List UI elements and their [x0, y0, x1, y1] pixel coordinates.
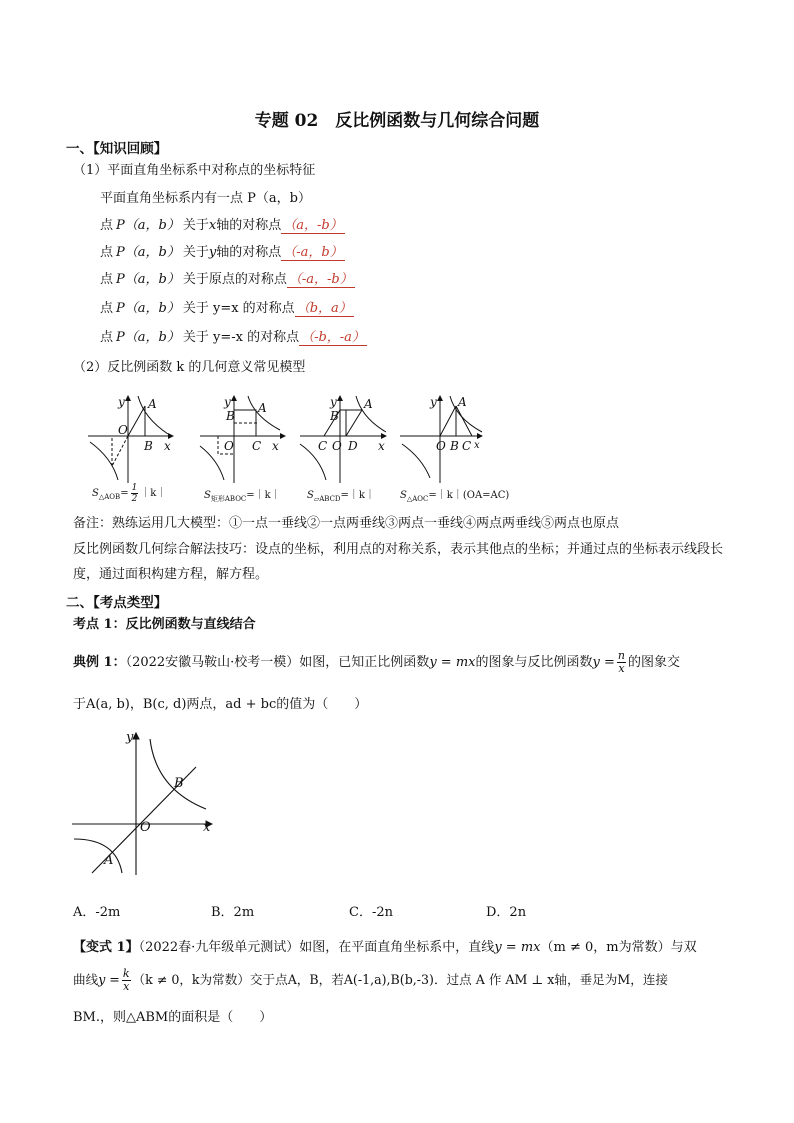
fig4-label-x: x [474, 440, 480, 451]
caption-model-2: $S_{矩形ABOC}=|k|$ [204, 490, 281, 503]
symmetry-row-prefix: 点 [100, 301, 114, 316]
fig3-label-x: x [378, 439, 385, 453]
graph-label-y: y [126, 730, 134, 745]
symmetry-row-mid: 关于 [182, 245, 209, 260]
fig1-label-a: A [148, 397, 157, 411]
fig4-label-a: A [458, 395, 467, 409]
caption-model-4: $S_{\triangle AOC}=|k|(OA=AC)$ [400, 490, 510, 503]
fig2-label-b: B [226, 409, 235, 423]
fig4-label-b: B [450, 439, 459, 453]
symmetry-row-axis: y [208, 245, 217, 260]
solving-tip: 反比例函数几何综合解法技巧：设点的坐标，利用点的对称关系，表示其他点的坐标；并通过点的坐标表示线段长度，通过面积构建方程，解方程。 [73, 542, 724, 582]
symmetry-row-point: P（a，b） [116, 272, 180, 287]
symmetry-row-suffix: 轴的对称点 [216, 245, 282, 260]
graph-label-b: B [174, 776, 184, 791]
fig3-label-o: O [332, 439, 342, 453]
caption-model-3: $S_{▱ABCD}=|k|$ [307, 490, 375, 503]
symmetry-row [100, 326, 367, 345]
symmetry-row-point: P（a，b） [116, 301, 180, 316]
symmetry-row [100, 214, 345, 233]
example-1-option-a[interactable]: A．-2m [73, 905, 121, 920]
page-title: 专题 02 反比例函数与几何综合问题 [254, 111, 540, 131]
subsection-k-meaning: （2）反比例函数 k 的几何意义常见模型 [73, 360, 306, 375]
fig4-label-c: C [462, 439, 472, 453]
symmetry-row-answer: （-b，-a） [301, 330, 365, 345]
symmetry-row [100, 297, 354, 316]
fig2-label-c: C [252, 439, 262, 453]
variant-1-line-3: BM.，则△ABM的面积是（ ） [73, 1010, 273, 1025]
symmetry-row-prefix: 点 [100, 218, 114, 233]
section-heading-knowledge-review: 一、【知识回顾】 [66, 141, 168, 157]
symmetry-row [100, 268, 355, 287]
caption-model-1: $S_{\triangle AOB}=$ $\frac{1}{2}$ ｜k｜ [92, 483, 167, 504]
graph-label-a: A [104, 853, 114, 868]
symmetry-row-mid: 关于 y=-x 的对称点 [182, 330, 300, 345]
fig3-label-y: y [330, 395, 337, 409]
symmetry-row-mid: 关于 [182, 218, 209, 233]
intro-text: 平面直角坐标系内有一点 P（a，b） [100, 191, 311, 206]
fig1-label-x: x [164, 439, 171, 453]
symmetry-row-point: P（a，b） [116, 218, 180, 233]
fig1-label-y: y [118, 395, 125, 409]
fig1-label-b: B [144, 439, 153, 453]
fig4-label-y: y [430, 395, 437, 409]
symmetry-row-answer: （a，-b） [283, 218, 343, 233]
example-1-line-1: 典例 1：（2022安徽马鞍山·校考一模）如图，已知正比例函数y = mx的图象与反比例函数y = $\frac{n}{x}$ 的图象交 [73, 649, 680, 675]
example-1-option-b[interactable]: B．2m [211, 905, 255, 920]
section-heading-exam-types: 二、【考点类型】 [66, 595, 168, 611]
subsection-symmetry: （1）平面直角坐标系中对称点的坐标特征 [73, 163, 316, 178]
graph-label-o: O [140, 820, 151, 835]
figure-model-3 [300, 396, 386, 483]
symmetry-row-prefix: 点 [100, 245, 114, 260]
symmetry-row-prefix: 点 [100, 330, 114, 345]
fig2-label-x: x [272, 439, 279, 453]
fig4-label-o: O [436, 439, 446, 453]
symmetry-row-answer: （b，a） [296, 301, 352, 316]
symmetry-row-point: P（a，b） [116, 245, 180, 260]
symmetry-row-answer: （-a，-b） [288, 272, 353, 287]
example-1-option-d[interactable]: D．2n [486, 905, 527, 920]
variant-1-line-1: 【变式 1】（2022春·九年级单元测试）如图，在平面直角坐标系中，直线y = mx（m ≠ 0，m为常数）与双 [73, 940, 697, 955]
graph-label-x: x [203, 820, 211, 835]
kaodian-1-title: 考点 1：反比例函数与直线结合 [73, 617, 256, 632]
fig3-label-b: B [330, 409, 339, 423]
symmetry-row [100, 241, 345, 260]
symmetry-row-mid: 关于原点的对称点 [182, 272, 287, 287]
fig3-label-a: A [364, 397, 373, 411]
symmetry-row-suffix: 轴的对称点 [216, 218, 282, 233]
note-models: 备注：熟练运用几大模型：①一点一垂线②一点两垂线③两点一垂线④两点两垂线⑤两点也原点 [73, 516, 620, 531]
fig3-label-d: D [348, 439, 358, 453]
example-1-line-2: 于A(a, b)，B(c, d)两点，ad + bc的值为（ ） [73, 697, 368, 712]
example-1-graph [70, 727, 220, 877]
symmetry-row-answer: （-a，b） [283, 245, 343, 260]
fig2-label-y: y [224, 395, 231, 409]
figure-model-1 [88, 396, 173, 483]
fig3-label-c: C [318, 439, 328, 453]
variant-1-line-2: 曲线y = $\frac{k}{x}$ （k ≠ 0，k为常数）交于点A，B，若A(-1,a),B(b,-3)．过点 A 作 AM ⊥ x轴，垂足为M，连接 [73, 967, 669, 993]
fig2-label-o: O [224, 439, 234, 453]
fig2-label-a: A [258, 401, 267, 415]
example-1-option-c[interactable]: C．-2n [349, 905, 393, 920]
symmetry-row-point: P（a，b） [116, 330, 180, 345]
symmetry-row-prefix: 点 [100, 272, 114, 287]
symmetry-row-mid: 关于 y=x 的对称点 [182, 301, 295, 316]
symmetry-row-axis: x [208, 218, 217, 233]
fig1-label-o: O [118, 423, 128, 437]
